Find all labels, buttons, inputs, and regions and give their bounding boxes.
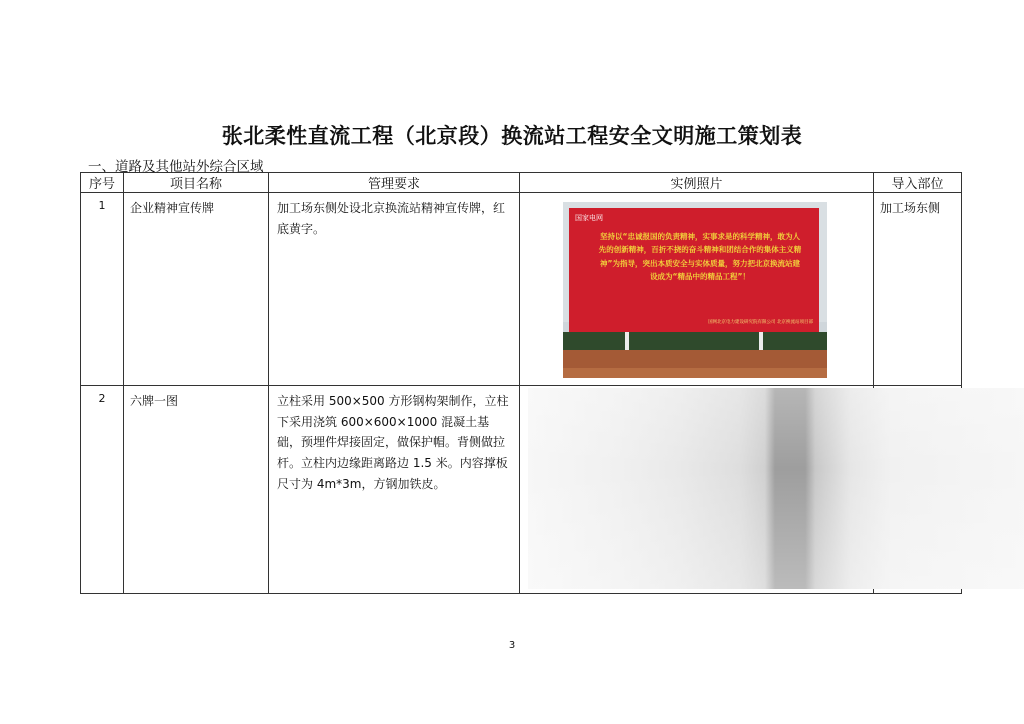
billboard-footer: 国网北京电力建设研究院有限公司 北京换流站项目部: [708, 320, 813, 325]
table-header-row: [81, 173, 962, 193]
header-item-name: 项目名称: [124, 173, 269, 193]
item-name: 企业精神宣传牌: [124, 193, 269, 386]
blurred-photo: [528, 388, 1024, 589]
billboard-slogan: 坚持以“忠诚报国的负责精神，实事求是的科学精神，敢为人先的创新精神，百折不挠的奋斗精神和团结合作的集体主义精神”为指导，突出本质安全与实体质量，努力把北京换流站建设成为“精品中的精品工程”！: [598, 232, 802, 282]
soil-ground-front: [563, 368, 827, 378]
requirement-text: 加工场东侧处设北京换流站精神宣传牌，红底黄字。: [269, 193, 520, 386]
safety-plan-table: [80, 172, 962, 594]
red-billboard: [569, 208, 819, 332]
page-number: 3: [508, 640, 516, 651]
header-location: 导入部位: [874, 173, 962, 193]
photo-cell: [520, 386, 874, 594]
section-heading: 一、道路及其他站外综合区域: [88, 159, 264, 175]
table-row: [81, 193, 962, 386]
row-number: 2: [81, 386, 124, 594]
header-requirement: 管理要求: [269, 173, 520, 193]
billboard-photo: [563, 202, 827, 378]
photo-cell: [520, 193, 874, 386]
header-photo: 实例照片: [520, 173, 874, 193]
table-row: [81, 386, 962, 594]
row-number: 1: [81, 193, 124, 386]
state-grid-logo: 国家电网: [575, 214, 603, 222]
location-text: 加工场东侧: [874, 193, 962, 386]
document-title: 张北柔性直流工程（北京段）换流站工程安全文明施工策划表: [221, 124, 803, 148]
requirement-text: 立柱采用 500×500 方形钢构架制作，立柱下采用浇筑 600×600×1000 混凝土基础，预埋件焊接固定，做保护帽。背侧做拉杆。立柱内边缘距离路边 1.5 米。内容撑板尺寸为 4m*3m，方钢加铁皮。: [269, 386, 520, 594]
header-no: 序号: [81, 173, 124, 193]
item-name: 六牌一图: [124, 386, 269, 594]
